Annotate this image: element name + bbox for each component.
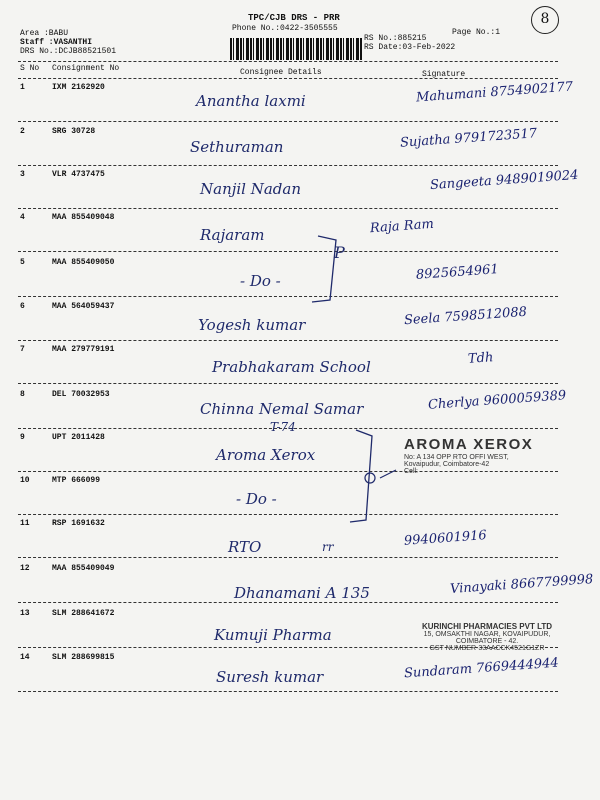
- row8-annotation: T-74: [270, 420, 296, 434]
- row-consignee-handwritten: Nanjil Nadan: [200, 180, 302, 198]
- row-consignment-number: UPT 2011428: [52, 433, 105, 442]
- row-serial-number: 2: [20, 127, 25, 136]
- row-consignee-handwritten: Prabhakaram School: [212, 358, 371, 376]
- row-separator: [18, 296, 558, 297]
- phone-number: Phone No.:0422-3505555: [232, 24, 338, 33]
- row-signature-handwritten: Sujatha 9791723517: [399, 126, 538, 151]
- row-serial-number: 11: [20, 519, 30, 528]
- row-consignment-number: SLM 288641672: [52, 609, 115, 618]
- row-separator: [18, 251, 558, 252]
- row-separator: [18, 514, 558, 515]
- stamp-line: 15, OMSAKTHI NAGAR, KOVAIPUDUR,: [423, 631, 551, 638]
- row-separator: [18, 208, 558, 209]
- row-consignee-handwritten: Kumuji Pharma: [214, 626, 332, 644]
- row-consignment-number: VLR 4737475: [52, 170, 105, 179]
- row-signature-handwritten: Raja Ram: [369, 216, 435, 237]
- row-separator: [18, 557, 558, 558]
- header-rule-bottom: [18, 78, 558, 79]
- row-separator: [18, 602, 558, 603]
- area-label: Area :BABU: [20, 29, 69, 38]
- stamp-line: No: A 134 OPP RTO OFFI WEST,: [404, 454, 509, 461]
- row-signature-handwritten: Mahumani 8754902177: [415, 79, 574, 106]
- row-separator: [18, 340, 558, 341]
- row-consignee-handwritten: - Do -: [240, 272, 281, 290]
- row-consignment-number: SLM 288699815: [52, 653, 115, 662]
- row-consignee-handwritten: Yogesh kumar: [198, 316, 306, 334]
- row-consignee-handwritten: Anantha laxmi: [196, 92, 306, 110]
- circled-page-number: 8: [531, 6, 559, 34]
- row-consignment-number: MAA 855409050: [52, 258, 115, 267]
- rs-date: RS Date:03-Feb-2022: [364, 43, 456, 52]
- row-signature-handwritten: Sangeeta 9489019024: [429, 167, 579, 194]
- stamp-name: KURINCHI PHARMACIES PVT LTD: [421, 622, 553, 631]
- row-consignee-handwritten: Rajaram: [200, 226, 265, 244]
- row5-annotation: P: [334, 243, 345, 262]
- row-serial-number: 3: [20, 170, 25, 179]
- row-consignment-number: MTP 666099: [52, 476, 101, 485]
- header-rule-top: [18, 61, 558, 62]
- row-serial-number: 10: [20, 476, 30, 485]
- pharmacy-stamp: [392, 622, 582, 652]
- row-separator: [18, 121, 558, 122]
- page-title: TPC/CJB DRS - PRR: [248, 13, 340, 23]
- stamp-line: Cell:: [404, 468, 419, 475]
- row-consignee-handwritten: - Do -: [236, 490, 277, 508]
- stamp-name: AROMA XEROX: [404, 436, 534, 453]
- column-header-signature: Signature: [422, 70, 466, 79]
- row-signature-handwritten: Sundaram 7669444944: [403, 655, 560, 682]
- column-header-consignee: Consignee Details: [240, 68, 322, 77]
- stamp-line: Kovaipudur, Coimbatore-42: [404, 461, 490, 468]
- row-serial-number: 5: [20, 258, 25, 267]
- row11-annotation: rr: [322, 540, 334, 554]
- row-signature-handwritten: 9940601916: [403, 528, 488, 549]
- row-consignee-handwritten: Chinna Nemal Samar: [200, 400, 364, 418]
- row-consignee-handwritten: Sethuraman: [190, 138, 284, 156]
- stamp-line: GST NUMBER-33AACCK4521G1ZR: [429, 645, 545, 652]
- column-header-consignment: Consignment No: [52, 64, 120, 73]
- page-number: Page No.:1: [452, 28, 501, 37]
- row-serial-number: 14: [20, 653, 30, 662]
- row-consignee-handwritten: Dhanamani A 135: [234, 584, 370, 602]
- row-signature-handwritten: Cherlya 9600059389: [427, 388, 567, 413]
- row-serial-number: 9: [20, 433, 25, 442]
- row-serial-number: 6: [20, 302, 25, 311]
- row-serial-number: 8: [20, 390, 25, 399]
- row-consignment-number: IXM 2162920: [52, 83, 105, 92]
- row-consignment-number: MAA 855409048: [52, 213, 115, 222]
- row-serial-number: 13: [20, 609, 30, 618]
- row-signature-handwritten: Seela 7598512088: [403, 304, 528, 329]
- row-separator: [18, 691, 558, 692]
- row-signature-handwritten: 8925654961: [415, 262, 500, 283]
- row-consignee-handwritten: Suresh kumar: [216, 668, 324, 686]
- staff-label: Staff :VASANTHI: [20, 38, 93, 47]
- row-signature-handwritten: Vinayaki 8667799998: [449, 572, 594, 597]
- row-consignment-number: SRG 30728: [52, 127, 96, 136]
- barcode: [230, 38, 362, 60]
- row-consignment-number: DEL 70032953: [52, 390, 110, 399]
- row-consignee-handwritten: Aroma Xerox: [216, 446, 316, 464]
- row-consignment-number: MAA 279779191: [52, 345, 115, 354]
- row-consignment-number: MAA 855409049: [52, 564, 115, 573]
- rs-number: RS No.:885215: [364, 34, 427, 43]
- column-header-sno: S No: [20, 64, 40, 73]
- row-serial-number: 12: [20, 564, 30, 573]
- aroma-xerox-stamp: [404, 436, 584, 475]
- row-separator: [18, 165, 558, 166]
- row-consignment-number: RSP 1691632: [52, 519, 105, 528]
- row-serial-number: 1: [20, 83, 25, 92]
- row-consignee-handwritten: RTO: [228, 538, 262, 556]
- row-consignment-number: MAA 564059437: [52, 302, 115, 311]
- row-signature-handwritten: Tdh: [467, 350, 494, 367]
- row-serial-number: 7: [20, 345, 25, 354]
- drs-number: DRS No.:DCJB88521501: [20, 47, 117, 56]
- stamp-line: COIMBATORE - 42.: [455, 638, 519, 645]
- row-serial-number: 4: [20, 213, 25, 222]
- row-separator: [18, 383, 558, 384]
